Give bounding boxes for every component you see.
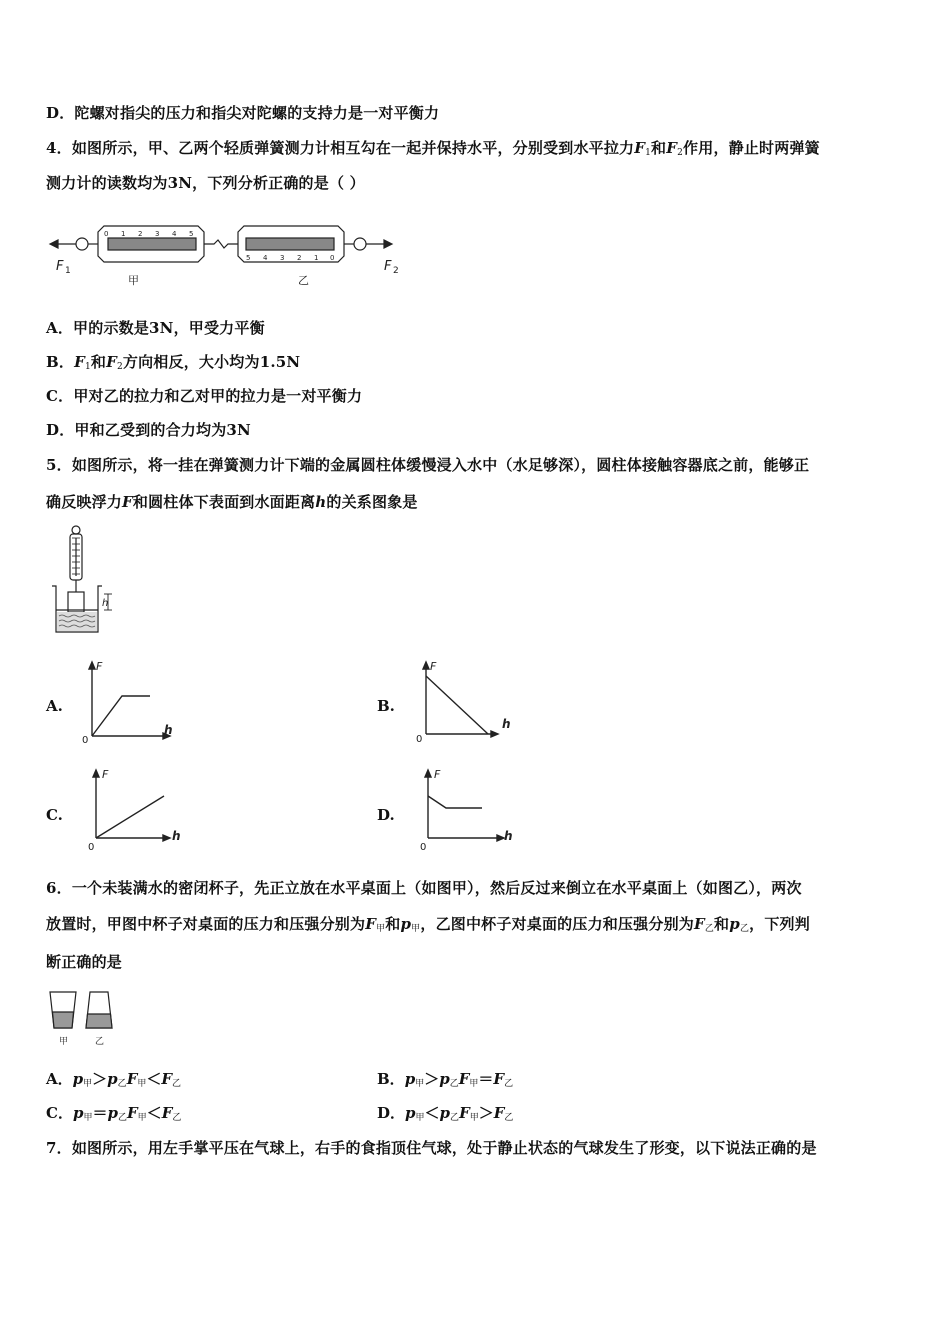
- q6-option-a-F-jia: F: [126, 1070, 138, 1088]
- q6-stem-p-jia-sub: 甲: [411, 924, 421, 934]
- q6-option-b-p-jia: p: [404, 1070, 416, 1088]
- q6-cups-figure: [46, 986, 126, 1050]
- q4-stem-f1: F: [634, 139, 646, 157]
- q6-option-b-p-yi: p: [439, 1070, 450, 1088]
- q4-jia-tick-2: 2: [138, 230, 143, 238]
- q5-option-c-label[interactable]: C.: [46, 806, 63, 824]
- q5-figure-h-label: h: [102, 598, 109, 609]
- q5-graph-d-curve: [428, 796, 482, 808]
- q4-figure-f1-label: F: [56, 259, 64, 274]
- q5-stem-F: F: [122, 493, 133, 511]
- q6-option-b-p-yi-sub: 乙: [449, 1079, 459, 1089]
- q6-option-d-F-yi-sub: 乙: [504, 1113, 514, 1123]
- q4-hook: [204, 240, 238, 248]
- q6-option-a-p-yi-sub: 乙: [117, 1079, 127, 1089]
- q4-scale-jia-window: [108, 238, 196, 250]
- q6-option-b-p-jia-sub: 甲: [415, 1079, 425, 1089]
- q4-stem-text-a: 4．如图所示，甲、乙两个轻质弹簧测力计相互勾在一起并保持水平，分别受到水平拉力: [46, 139, 635, 157]
- q6-stem-F-jia: F: [365, 915, 377, 933]
- q6-option-d-p-jia-sub: 甲: [415, 1113, 425, 1123]
- q6-option-a-prefix: A．: [46, 1070, 73, 1088]
- q5-scale-ring: [72, 526, 80, 534]
- q6-option-b-F-jia-sub: 甲: [469, 1079, 479, 1089]
- q6-option-d-rel2: ＞: [478, 1104, 494, 1122]
- q6-stem-text-c: ，下列判: [749, 915, 810, 933]
- q6-option-c-F-yi: F: [161, 1104, 173, 1122]
- q4-option-a[interactable]: A．甲的示数是3N，甲受力平衡: [46, 319, 265, 337]
- q4-stem-and: 和: [651, 139, 667, 157]
- q4-option-b-f2-sub: 2: [116, 362, 123, 372]
- q6-option-c-p-yi: p: [107, 1104, 118, 1122]
- q6-option-c-p-jia: p: [72, 1104, 84, 1122]
- q4-figure-f2-sub: 2: [393, 266, 399, 276]
- q4-stem-text-b: 作用，静止时两弹簧: [683, 139, 820, 157]
- q6-stem-text-b: ，乙图中杯子对桌面的压力和压强分别为: [420, 915, 694, 933]
- q6-option-a-p-yi: p: [107, 1070, 118, 1088]
- q4-left-ring: [76, 238, 88, 250]
- q4-option-b-f1: F: [74, 353, 85, 371]
- q6-option-c-p-jia-sub: 甲: [83, 1113, 93, 1123]
- q6-option-b-F-jia: F: [458, 1070, 470, 1088]
- q4-option-b-f1-sub: 1: [84, 362, 91, 372]
- q5-graph-d-h-label: h: [504, 829, 513, 843]
- q4-option-c[interactable]: C．甲对乙的拉力和乙对甲的拉力是一对平衡力: [46, 387, 363, 405]
- q4-option-b[interactable]: [46, 351, 300, 372]
- q4-right-ring: [354, 238, 366, 250]
- q4-stem-f1-sub: 1: [645, 148, 652, 158]
- q5-graph-b[interactable]: [412, 658, 516, 744]
- q6-stem-he-1: 和: [385, 915, 401, 933]
- q6-stem-F-jia-sub: 甲: [376, 924, 386, 934]
- q6-option-d[interactable]: [377, 1102, 513, 1123]
- q6-stem-text-a: 放置时，甲图中杯子对桌面的压力和压强分别为: [46, 915, 366, 933]
- q6-stem-line3: 断正确的是: [46, 953, 123, 971]
- q4-yi-tick-3: 3: [280, 254, 285, 262]
- q5-stem-h: h: [315, 493, 327, 511]
- q5-graph-a-origin: 0: [82, 735, 89, 744]
- q6-option-c[interactable]: [46, 1102, 181, 1123]
- q5-graph-a[interactable]: [78, 658, 182, 744]
- q6-cup-jia-water: [53, 1012, 74, 1028]
- q5-graph-d-f-label: F: [434, 768, 441, 781]
- q5-stem-line2: [46, 491, 418, 512]
- q5-stem-text-b: 和圆柱体下表面到水面距离: [132, 493, 316, 511]
- q6-option-c-F-jia-sub: 甲: [137, 1113, 147, 1123]
- q6-stem-p-yi: p: [729, 915, 740, 933]
- q6-stem-p-yi-sub: 乙: [739, 924, 750, 934]
- q6-stem-line1: 6．一个未装满水的密闭杯子，先正立放在水平桌面上（如图甲），然后反过来倒立在水平桌面上（如图乙），两次: [46, 879, 802, 897]
- q6-stem-he-2: 和: [714, 915, 730, 933]
- q4-jia-tick-0: 0: [104, 230, 109, 238]
- q4-option-b-prefix: B．: [46, 353, 75, 371]
- q6-option-c-prefix: C．: [46, 1104, 73, 1122]
- q6-option-b-rel2: ＝: [478, 1070, 494, 1088]
- q5-graph-a-f-label: F: [96, 660, 103, 673]
- q6-cup-yi-water: [86, 1014, 112, 1028]
- q6-option-d-F-jia-sub: 甲: [469, 1113, 479, 1123]
- q4-f2-arrow-head: [384, 240, 392, 248]
- q6-stem-F-yi: F: [693, 915, 705, 933]
- q5-graph-c-f-label: F: [102, 768, 109, 781]
- q6-option-d-p-yi-sub: 乙: [450, 1113, 460, 1123]
- q6-option-a-p-jia-sub: 甲: [83, 1079, 93, 1089]
- q5-beaker-figure: [48, 522, 118, 638]
- q6-option-d-p-yi: p: [439, 1104, 451, 1122]
- q6-option-c-rel1: ＝: [92, 1104, 108, 1122]
- q4-option-b-text: 方向相反，大小均为1.5N: [122, 353, 301, 371]
- q5-graph-a-h-label: h: [164, 723, 173, 737]
- q5-graph-c-h-label: h: [172, 829, 181, 843]
- q6-option-a-F-yi-sub: 乙: [172, 1079, 182, 1089]
- q4-yi-tick-4: 4: [263, 254, 268, 262]
- q4-figure-f2-label: F: [384, 259, 392, 274]
- q6-option-c-p-yi-sub: 乙: [117, 1113, 127, 1123]
- q6-stem-line2: [46, 913, 810, 934]
- q6-option-a[interactable]: [46, 1068, 181, 1089]
- q6-option-d-F-jia: F: [459, 1104, 470, 1122]
- q6-option-a-p-jia: p: [72, 1070, 84, 1088]
- q4-option-b-f2: F: [106, 353, 117, 371]
- q5-graph-d-origin: 0: [420, 842, 427, 852]
- q6-option-d-rel1: ＜: [424, 1104, 440, 1122]
- q6-option-d-F-yi: F: [493, 1104, 505, 1122]
- q5-graph-c[interactable]: [80, 766, 184, 852]
- q6-option-b-rel1: ＞: [424, 1070, 440, 1088]
- q4-figure-jia-label: 甲: [128, 274, 139, 287]
- q5-graph-b-f-label: F: [430, 660, 437, 673]
- q4-scale-yi-window: [246, 238, 334, 250]
- q6-figure-jia-label: 甲: [59, 1037, 69, 1047]
- q6-option-b-prefix: B．: [377, 1070, 405, 1088]
- q4-yi-tick-2: 2: [297, 254, 302, 262]
- q4-yi-tick-0: 0: [330, 254, 335, 262]
- q6-stem-F-yi-sub: 乙: [704, 924, 715, 934]
- q6-option-b[interactable]: [377, 1068, 513, 1089]
- q3-option-d[interactable]: D．陀螺对指尖的压力和指尖对陀螺的支持力是一对平衡力: [46, 104, 440, 122]
- q4-option-b-and: 和: [90, 353, 107, 371]
- q6-stem-p-jia: p: [400, 915, 412, 933]
- q5-graph-d[interactable]: [412, 766, 520, 852]
- q6-option-a-F-yi: F: [161, 1070, 173, 1088]
- q6-option-a-rel2: ＜: [146, 1070, 162, 1088]
- q4-spring-scale-figure: [46, 218, 416, 290]
- q6-figure-yi-label: 乙: [95, 1037, 105, 1047]
- q4-stem-line1: [46, 137, 820, 158]
- q5-graph-b-h-label: h: [502, 717, 511, 731]
- q4-yi-tick-5: 5: [246, 254, 251, 262]
- q6-option-c-rel2: ＜: [146, 1104, 162, 1122]
- q6-option-a-rel1: ＞: [92, 1070, 108, 1088]
- q5-graph-c-origin: 0: [88, 842, 95, 852]
- q5-option-a-label[interactable]: A.: [46, 697, 63, 715]
- q4-f1-arrow-head: [50, 240, 58, 248]
- q5-graph-b-curve: [426, 676, 488, 734]
- q5-stem-text-a: 确反映浮力: [46, 493, 123, 511]
- q5-cylinder: [68, 592, 84, 612]
- q6-option-d-prefix: D．: [377, 1104, 406, 1122]
- q4-option-d[interactable]: D．甲和乙受到的合力均为3N: [46, 421, 251, 439]
- q5-option-d-label[interactable]: D.: [377, 806, 395, 824]
- q4-stem-f2: F: [666, 139, 678, 157]
- q4-jia-tick-1: 1: [121, 230, 126, 238]
- q6-option-c-F-jia: F: [127, 1104, 138, 1122]
- q4-stem-line2: 测力计的读数均为3N，下列分析正确的是（ ）: [46, 174, 365, 192]
- q5-graph-c-curve: [96, 796, 164, 838]
- q4-figure-yi-label: 乙: [298, 274, 309, 287]
- q6-option-a-F-jia-sub: 甲: [137, 1079, 147, 1089]
- q4-figure-f1-sub: 1: [65, 266, 71, 276]
- q4-yi-tick-1: 1: [314, 254, 319, 262]
- q5-graph-a-curve: [92, 696, 150, 736]
- q4-jia-tick-5: 5: [189, 230, 194, 238]
- q6-option-b-F-yi-sub: 乙: [504, 1079, 514, 1089]
- q5-option-b-label[interactable]: B.: [377, 697, 395, 715]
- q5-stem-line1: 5．如图所示，将一挂在弹簧测力计下端的金属圆柱体缓慢浸入水中（水足够深），圆柱体接触容器底之前，能够正: [46, 456, 810, 474]
- q4-jia-tick-4: 4: [172, 230, 177, 238]
- q5-graph-b-origin: 0: [416, 734, 423, 744]
- q7-stem-line1: 7．如图所示，用左手掌平压在气球上，右手的食指顶住气球，处于静止状态的气球发生了形变，以下说法正确的是: [46, 1139, 817, 1157]
- q6-option-c-F-yi-sub: 乙: [172, 1113, 182, 1123]
- q6-option-b-F-yi: F: [493, 1070, 505, 1088]
- q6-option-d-p-jia: p: [405, 1104, 416, 1122]
- q5-stem-text-c: 的关系图象是: [326, 493, 418, 511]
- q4-jia-tick-3: 3: [155, 230, 160, 238]
- q4-stem-f2-sub: 2: [677, 148, 684, 158]
